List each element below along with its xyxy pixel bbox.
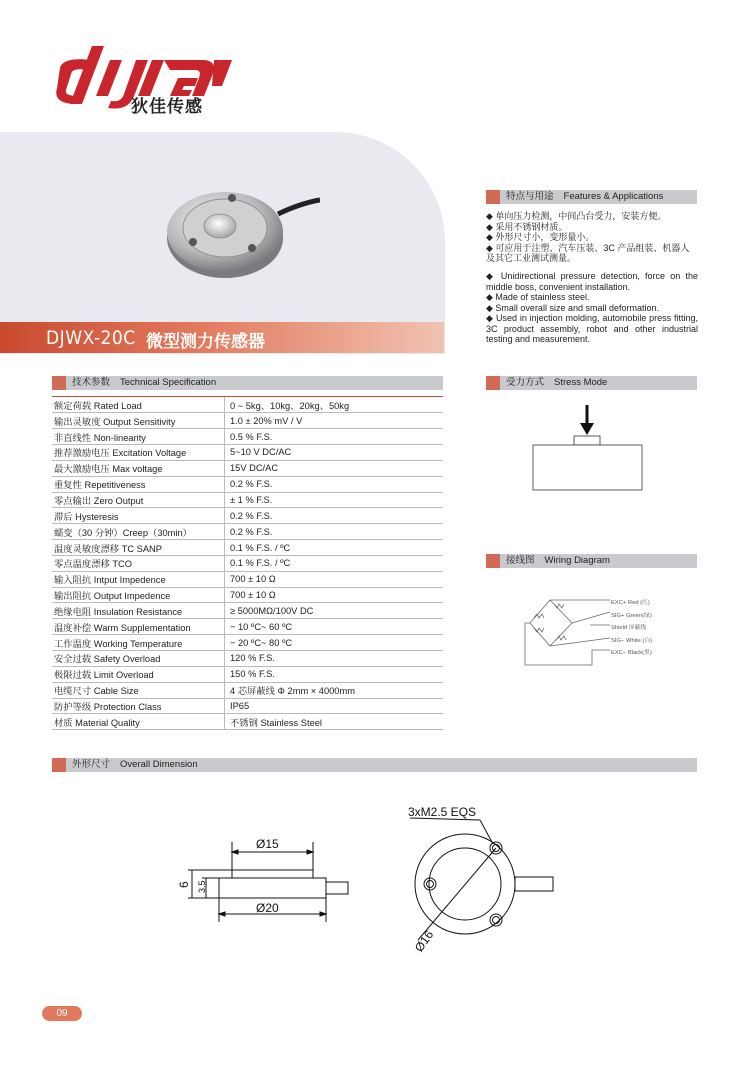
stress-title-en: Stress Mode [554,377,608,388]
feature-item: ◆ 采用不锈钢材质。 [486,221,568,232]
wiring-diagram [520,590,610,670]
spec-title-cn: 技术参数 [72,377,111,388]
spec-row [52,682,443,698]
side-view-drawing [170,830,360,930]
force-arrow-icon [580,423,594,435]
dim-pcd: Ø16 [411,927,437,955]
stress-mode-header [486,376,697,390]
spec-row [52,397,443,413]
section-accent [486,190,500,204]
product-model: DJWX-20C [46,327,136,349]
spec-row [52,413,443,429]
spec-key: 极限过载 Limit Overload [52,666,225,682]
spec-row [52,666,443,682]
spec-value: 0.2 % F.S. [225,476,444,492]
spec-header [52,376,443,390]
dimension-title-cn: 外形尺寸 [72,759,111,770]
spec-row [52,460,443,476]
section-accent [52,376,66,390]
spec-row [52,571,443,587]
feature-item: ◆ 可应用于注塑、汽车压装、3C 产品组装、机器人及其它工业测试测量。 [486,242,690,263]
product-image [160,176,320,284]
spec-value: 150 % F.S. [225,666,444,682]
features-title-cn: 特点与用途 [506,191,554,202]
stress-title-cn: 受力方式 [506,377,545,388]
spec-row [52,619,443,635]
spec-row [52,555,443,571]
spec-key: 蠕变（30 分钟）Creep（30min） [52,524,225,540]
feature-item: ◆ Made of stainless steel. [486,292,590,302]
spec-row [52,445,443,461]
dim-boss-height: 3.5 [197,880,207,893]
dim-mounting-holes: 3xM2.5 EQS [408,805,477,819]
spec-key: 输出灵敏度 Output Sensitivity [52,413,225,429]
spec-key: 零点温度漂移 TCO [52,555,225,571]
spec-value: 0.1 % F.S. / ºC [225,555,444,571]
spec-value: 0.2 % F.S. [225,524,444,540]
stress-mode-diagram [530,405,645,495]
features-title-en: Features & Applications [563,191,664,202]
top-view-drawing [400,800,570,960]
feature-item: ◆ Small overall size and small deformation. [486,302,659,313]
wiring-legend-item: SIG+ Green(绿) [611,613,652,619]
spec-key: 安全过载 Safety Overload [52,651,225,667]
spec-value: 700 ± 10 Ω [225,587,444,603]
spec-key: 电缆尺寸 Cable Size [52,682,225,698]
wiring-legend-item: Shield 屏蔽线 [611,625,647,631]
dimension-title-en: Overall Dimension [120,759,198,770]
spec-value: 0.2 % F.S. [225,508,444,524]
feature-item: ◆ Unidirectional pressure detection, force on the middle boss, convenient installation. [486,271,698,292]
spec-key: 滞后 Hysteresis [52,508,225,524]
spec-value: 5~10 V DC/AC [225,445,444,461]
spec-key: 推荐激励电压 Excitation Voltage [52,445,225,461]
spec-row [52,651,443,667]
wiring-legend-item: EXC− Black(黑) [611,650,652,656]
wiring-title-en: Wiring Diagram [544,555,610,566]
spec-row [52,587,443,603]
spec-row [52,508,443,524]
spec-value: IP65 [225,698,444,714]
spec-key: 工作温度 Working Temperature [52,635,225,651]
spec-value: 1.0 ± 20% mV / V [225,413,444,429]
brand-name-cn: 狄佳传感 [131,97,203,116]
features-list-cn [486,211,698,264]
spec-key: 温度补偿 Warm Supplementation [52,619,225,635]
section-accent [486,554,500,568]
wiring-title-cn: 接线图 [506,555,535,566]
spec-value: 0.1 % F.S. / ºC [225,540,444,556]
page-number: 09 [42,1006,82,1021]
feature-item: ◆ 单向压力检测，中间凸台受力，安装方便。 [486,211,667,221]
feature-item: ◆ Used in injection molding, automobile press fitting, 3C product assembly, robot and other industrial testing and measurement. [486,313,698,344]
spec-row [52,714,443,730]
spec-row [52,476,443,492]
wiring-header [486,554,697,568]
spec-value: 0 ~ 5kg、10kg、20kg、50kg [225,397,444,413]
spec-value: 0.5 % F.S. [225,429,444,445]
spec-key: 非直线性 Non-linearity [52,429,225,445]
spec-value: 4 芯屏蔽线 Φ 2mm × 4000mm [225,682,444,698]
dimension-header [52,758,697,772]
product-name-cn: 微型测力传感器 [146,332,265,351]
spec-value: 700 ± 10 Ω [225,571,444,587]
spec-value: 120 % F.S. [225,651,444,667]
dim-bottom-diameter: Ø20 [256,901,279,915]
spec-key: 输出阻抗 Output Impedence [52,587,225,603]
spec-title-en: Technical Specification [120,377,217,388]
spec-row [52,540,443,556]
section-accent [486,376,500,390]
dim-top-diameter: Ø15 [256,837,279,851]
spec-row [52,635,443,651]
spec-key: 材质 Material Quality [52,714,225,730]
spec-row [52,524,443,540]
wiring-legend-item: SIG− White (白) [611,638,653,644]
spec-table [52,397,443,730]
spec-key: 温度灵敏度漂移 TC SANP [52,540,225,556]
spec-key: 最大激励电压 Max voltage [52,460,225,476]
wiring-legend-item: EXC+ Red (红) [611,600,650,606]
spec-value: ≥ 5000MΩ/100V DC [225,603,444,619]
spec-value: 15V DC/AC [225,460,444,476]
spec-value: 不锈钢 Stainless Steel [225,714,444,730]
features-header [486,190,697,204]
spec-key: 防护等级 Protection Class [52,698,225,714]
dim-height: 6 [177,881,191,888]
spec-row [52,603,443,619]
section-accent [52,758,66,772]
spec-key: 绝缘电阻 Insulation Resistance [52,603,225,619]
spec-value: ± 1 % F.S. [225,492,444,508]
spec-key: 零点输出 Zero Output [52,492,225,508]
spec-row [52,698,443,714]
spec-key: 额定荷载 Rated Load [52,397,225,413]
spec-value: − 20 ºC~ 80 ºC [225,635,444,651]
spec-key: 重复性 Repetitiveness [52,476,225,492]
spec-row [52,429,443,445]
features-list-en [486,271,698,345]
spec-row [52,492,443,508]
spec-key: 输入阻抗 Intput Impedence [52,571,225,587]
spec-value: − 10 ºC~ 60 ºC [225,619,444,635]
feature-item: ◆ 外形尺寸小，变形量小。 [486,232,595,242]
